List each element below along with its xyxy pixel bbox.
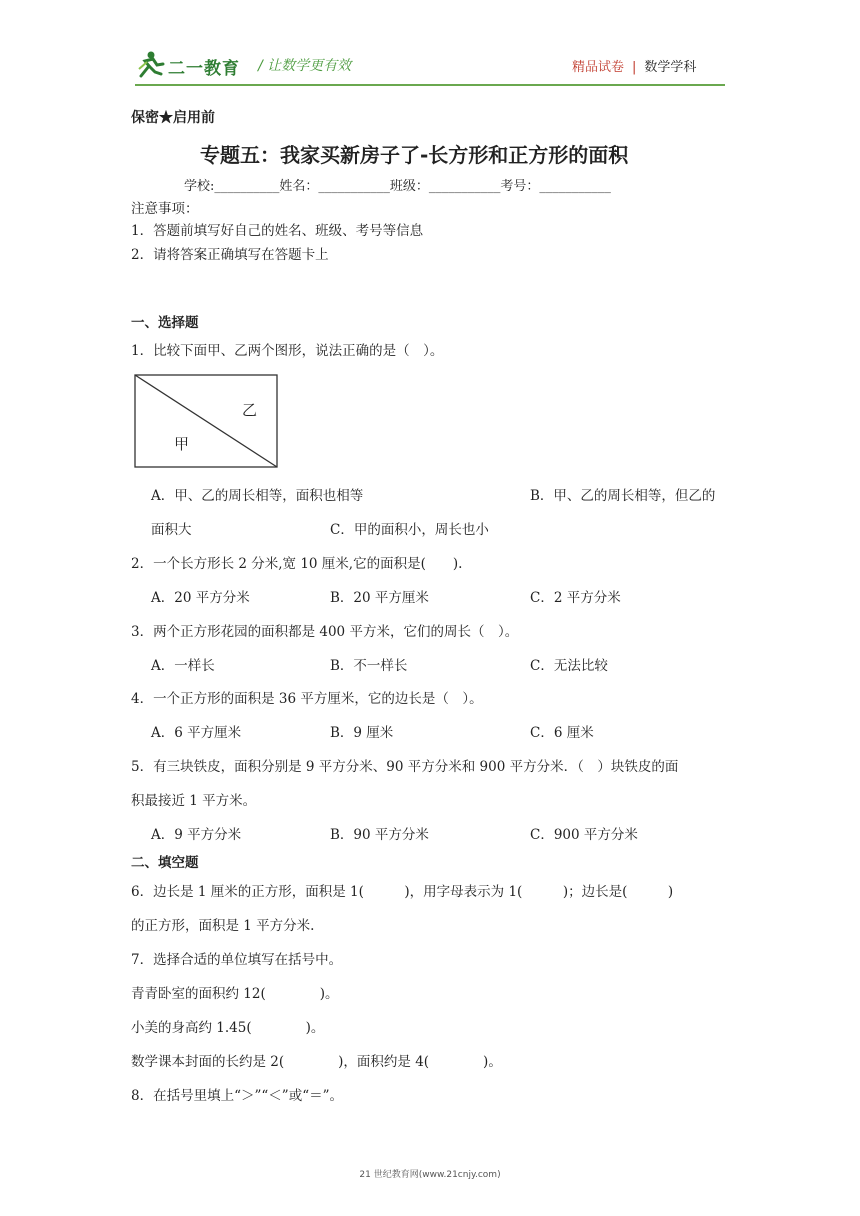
question-3-option-b: B．不一样长 [330, 658, 408, 674]
question-5-option-c: C．900 平方分米 [530, 827, 638, 843]
question-1-option-a: A．甲、乙的周长相等，面积也相等 [151, 488, 364, 504]
question-4-option-b: B．9 厘米 [330, 725, 394, 741]
slogan: / 让数学更有效 [258, 58, 352, 74]
question-1-option-c: C．甲的面积小，周长也小 [330, 522, 489, 538]
question-1-option-b: B．甲、乙的周长相等，但乙的 [530, 488, 716, 504]
question-2-stem: 2．一个长方形长 2 分米,宽 10 厘米,它的面积是( ). [131, 556, 463, 572]
question-5-option-b: B．90 平方分米 [330, 827, 429, 843]
question-7-stem: 7．选择合适的单位填写在括号中。 [131, 952, 343, 968]
question-7-line-3: 数学课本封面的长约是 2( )，面积约是 4( )。 [131, 1054, 502, 1070]
question-6-line-1: 6．边长是 1 厘米的正方形，面积是 1( )，用字母表示为 1( )；边长是( ) [131, 884, 674, 900]
note-item: 1．答题前填写好自己的姓名、班级、考号等信息 [131, 223, 424, 239]
question-5-stem: 5．有三块铁皮，面积分别是 9 平方分米、90 平方分米和 900 平方分米．（ ）块铁皮的面 [131, 759, 679, 775]
question-3-option-c: C．无法比较 [530, 658, 608, 674]
question-7-line-2: 小美的身高约 1.45( )。 [131, 1020, 325, 1036]
question-8-stem: 8．在括号里填上“＞”“＜”或“＝”。 [131, 1088, 343, 1104]
note-item: 2．请将答案正确填写在答题卡上 [131, 247, 329, 263]
question-3-option-a: A．一样长 [151, 658, 215, 674]
question-2-option-b: B．20 平方厘米 [330, 590, 429, 606]
secret-label: 保密★启用前 [131, 110, 215, 126]
question-7-line-1: 青青卧室的面积约 12( )。 [131, 986, 339, 1002]
question-3-stem: 3．两个正方形花园的面积都是 400 平方米，它们的周长（ ）。 [131, 624, 519, 640]
rectangle-diagonal-figure [134, 374, 278, 468]
question-2-option-a: A．20 平方分米 [151, 590, 250, 606]
question-4-option-c: C．6 厘米 [530, 725, 594, 741]
tag-separator: | [632, 60, 637, 75]
notes-heading: 注意事项： [131, 201, 199, 217]
question-1-stem: 1．比较下面甲、乙两个图形，说法正确的是（ ）。 [131, 343, 444, 359]
figure-label-yi: 乙 [242, 401, 258, 419]
question-4-stem: 4．一个正方形的面积是 36 平方厘米，它的边长是（ ）。 [131, 691, 483, 707]
tag-subject: 数学学科 [644, 60, 697, 75]
header-tags [572, 56, 696, 75]
question-4-option-a: A．6 平方厘米 [151, 725, 242, 741]
header-divider [135, 84, 725, 86]
tag-premium: 精品试卷 [572, 60, 625, 75]
section-heading-fill: 二、填空题 [131, 855, 199, 871]
figure-label-jia: 甲 [174, 435, 190, 453]
section-heading-choice: 一、选择题 [131, 315, 199, 331]
question-5-option-a: A．9 平方分米 [151, 827, 242, 843]
question-6-line-2: 的正方形，面积是 1 平方分米. [131, 918, 315, 934]
question-5-stem-cont: 积最接近 1 平方米。 [131, 793, 257, 809]
question-2-option-c: C．2 平方分米 [530, 590, 621, 606]
page-title: 专题五：我家买新房子了-长方形和正方形的面积 [200, 143, 629, 167]
question-1-option-b-cont: 面积大 [151, 522, 192, 538]
logo-text: 二一教育 [168, 59, 240, 79]
student-info-line: 学校:__________姓名：___________班级：___________考号：___________ [184, 179, 611, 194]
footer-source: 21 世纪教育网(www.21cnjy.com) [359, 1170, 501, 1180]
